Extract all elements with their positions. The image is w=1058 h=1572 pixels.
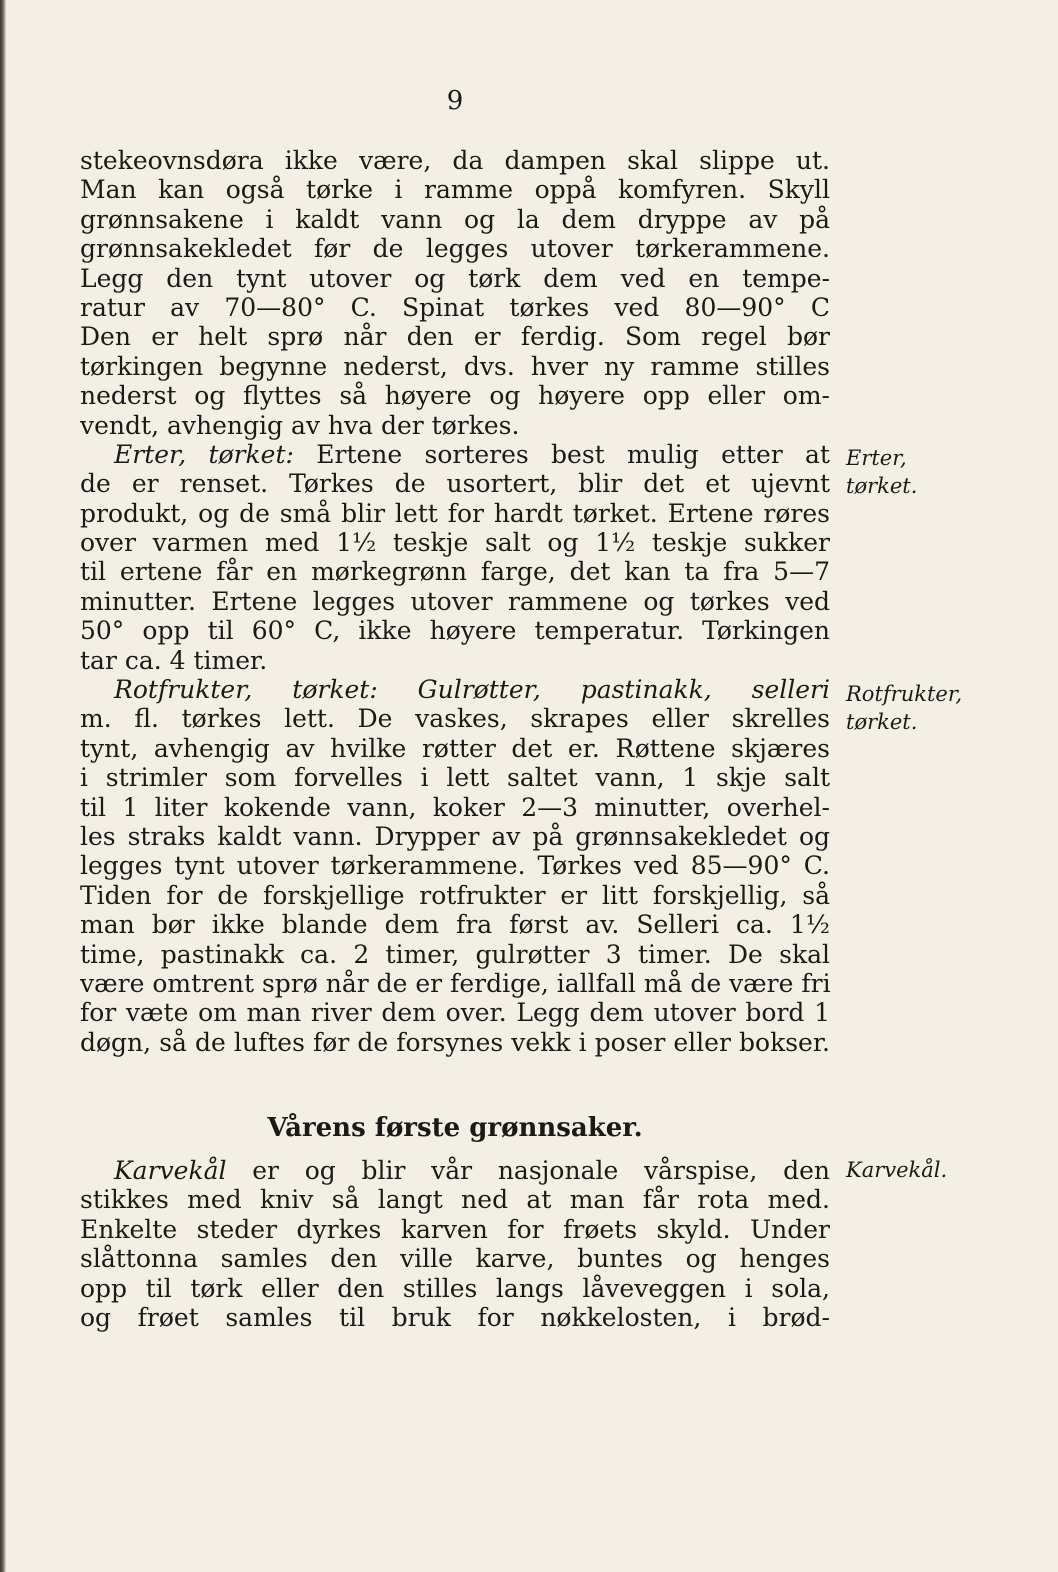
paragraph-first-line xyxy=(80,1156,830,1185)
recipe-term: Erter, tørket: xyxy=(114,439,294,469)
karvekal-paragraph xyxy=(80,1156,830,1332)
text-run: Gulrøtter, pastinakk, selleri xyxy=(377,675,830,705)
text-run: er og blir vår nasjonale vårspise, den xyxy=(226,1156,830,1185)
text-line: til 1 liter kokende vann, koker 2—3 minutter, overhel- xyxy=(80,792,830,822)
page-edge xyxy=(0,0,6,1572)
text-line: tørkingen begynne nederst, dvs. hver ny ramme stilles xyxy=(80,351,830,381)
text-line: les straks kaldt vann. Drypper av på grønnsakekledet og xyxy=(80,821,830,851)
text-line: døgn, så de luftes før de forsynes vekk i poser eller bokser. xyxy=(80,1027,830,1057)
section-heading: Vårens første grønnsaker. xyxy=(267,1113,643,1143)
text-line: de er renset. Tørkes de usortert, blir det et ujevnt xyxy=(80,469,830,499)
text-line: over varmen med 1½ teskje salt og 1½ teskje sukker xyxy=(80,528,830,558)
text-line: i strimler som forvelles i lett saltet vann, 1 skje salt xyxy=(80,763,830,793)
recipe-term: Rotfrukter, tørket: xyxy=(114,675,378,705)
text-line: grønnsakekledet før de legges utover tørkerammene. xyxy=(80,234,830,264)
text-line: Den er helt sprø når den er ferdig. Som regel bør xyxy=(80,322,830,352)
text-line: man bør ikke blande dem fra først av. Selleri ca. 1½ xyxy=(80,910,830,940)
margin-note-line: tørket. xyxy=(846,710,918,734)
text-line: ratur av 70—80° C. Spinat tørkes ved 80—90° C xyxy=(80,292,830,322)
margin-note-rotfrukter xyxy=(846,680,962,736)
paragraph-first-line xyxy=(80,675,830,704)
text-line: legges tynt utover tørkerammene. Tørkes ved 85—90° C. xyxy=(80,851,830,881)
margin-note-karvekal xyxy=(846,1156,947,1184)
text-line: minutter. Ertene legges utover rammene og tørkes ved xyxy=(80,586,830,616)
text-line: Enkelte steder dyrkes karven for frøets skyld. Under xyxy=(80,1214,830,1244)
margin-note-line: Karvekål. xyxy=(846,1158,948,1182)
text-line: Man kan også tørke i ramme oppå komfyren. Skyll xyxy=(80,175,830,205)
text-line: tar ca. 4 timer. xyxy=(80,645,268,675)
text-line: stikkes med kniv så langt ned at man får rota med. xyxy=(80,1185,830,1215)
margin-note-erter xyxy=(846,444,917,500)
margin-note-line: tørket. xyxy=(846,474,918,498)
text-line: stekeovnsdøra ikke være, da dampen skal slippe ut. xyxy=(80,146,830,175)
text-line: m. fl. tørkes lett. De vaskes, skrapes eller skrelles xyxy=(80,704,830,734)
text-line: grønnsakene i kaldt vann og la dem dryppe av på xyxy=(80,204,830,234)
text-line: 50° opp til 60° C, ikke høyere temperatur. Tørkingen xyxy=(80,616,830,646)
page-number: 9 xyxy=(446,86,464,116)
text-line: være omtrent sprø når de er ferdige, iallfall må de være fri xyxy=(80,968,831,998)
text-line: vendt, avhengig av hva der tørkes. xyxy=(80,410,520,440)
text-line: opp til tørk eller den stilles langs låveveggen i sola, xyxy=(80,1273,830,1303)
text-line: time, pastinakk ca. 2 timer, gulrøtter 3 timer. De skal xyxy=(80,939,830,969)
margin-note-line: Rotfrukter, xyxy=(846,682,963,706)
text-line: og frøet samles til bruk for nøkkelosten, i brød- xyxy=(80,1302,830,1332)
text-line: nederst og flyttes så høyere og høyere opp eller om- xyxy=(80,381,830,411)
intro-paragraph xyxy=(80,146,830,1057)
text-line: produkt, og de små blir lett for hardt tørket. Ertene røres xyxy=(80,498,830,528)
text-line: tynt, avhengig av hvilke røtter det er. Røttene skjæres xyxy=(80,733,830,763)
text-line: til ertene får en mørkegrønn farge, det kan ta fra 5—7 xyxy=(80,557,830,587)
margin-note-line: Erter, xyxy=(846,446,907,470)
text-line: for væte om man river dem over. Legg dem utover bord 1 xyxy=(80,998,830,1028)
paragraph-first-line xyxy=(80,440,830,469)
text-line: slåttonna samles den ville karve, buntes og henges xyxy=(80,1244,830,1274)
text-line: Tiden for de forskjellige rotfrukter er litt forskjellig, så xyxy=(80,880,830,910)
text-line: Legg den tynt utover og tørk dem ved en tempe- xyxy=(80,263,830,293)
recipe-term: Karvekål xyxy=(114,1156,227,1185)
text-run: Ertene sorteres best mulig etter at xyxy=(293,439,830,469)
